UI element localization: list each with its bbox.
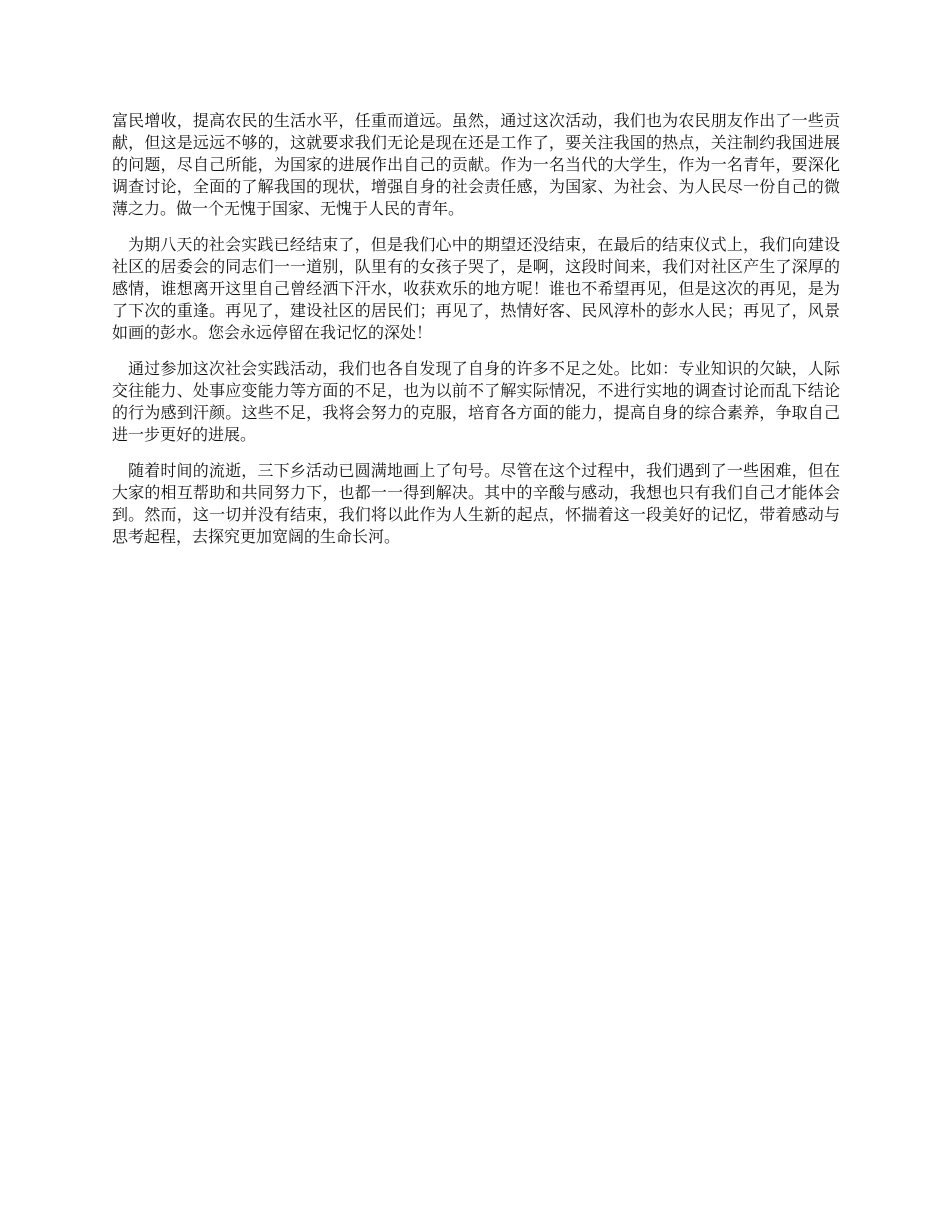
paragraph-3: 通过参加这次社会实践活动，我们也各自发现了自身的许多不足之处。比如：专业知识的欠缺，人际交往能力、处事应变能力等方面的不足，也为以前不了解实际情况，不进行实地的调查讨论而乱下结论的行为感到汗颜。这些不足，我将会努力的克服，培育各方面的能力，提高自身的综合素养，争取自己进一步更好的进展。 xyxy=(112,359,840,444)
paragraph-4: 随着时间的流逝，三下乡活动已圆满地画上了句号。尽管在这个过程中，我们遇到了一些困难，但在大家的相互帮助和共同努力下，也都一一得到解决。其中的辛酸与感动，我想也只有我们自己才能体会到。然而，这一切并没有结束，我们将以此作为人生新的起点，怀揣着这一段美好的记忆，带着感动与思考起程，去探究更加宽阔的生命长河。 xyxy=(112,461,840,546)
document-page xyxy=(112,110,840,562)
paragraph-1: 富民增收，提高农民的生活水平，任重而道远。虽然，通过这次活动，我们也为农民朋友作出了一些贡献，但这是远远不够的，这就要求我们无论是现在还是工作了，要关注我国的热点，关注制约我国进展的问题，尽自己所能，为国家的进展作出自己的贡献。作为一名当代的大学生，作为一名青年，要深化调查讨论，全面的了解我国的现状，增强自身的社会责任感，为国家、为社会、为人民尽一份自己的微薄之力。做一个无愧于国家、无愧于人民的青年。 xyxy=(112,111,840,218)
paragraph-2: 为期八天的社会实践已经结束了，但是我们心中的期望还没结束，在最后的结束仪式上，我们向建设社区的居委会的同志们一一道别，队里有的女孩子哭了，是啊，这段时间来，我们对社区产生了深厚的感情，谁想离开这里自己曾经洒下汗水，收获欢乐的地方呢！谁也不希望再见，但是这次的再见，是为了下次的重逢。再见了，建设社区的居民们；再见了，热情好客、民风淳朴的彭水人民；再见了，风景如画的彭水。您会永远停留在我记忆的深处！ xyxy=(112,235,840,342)
